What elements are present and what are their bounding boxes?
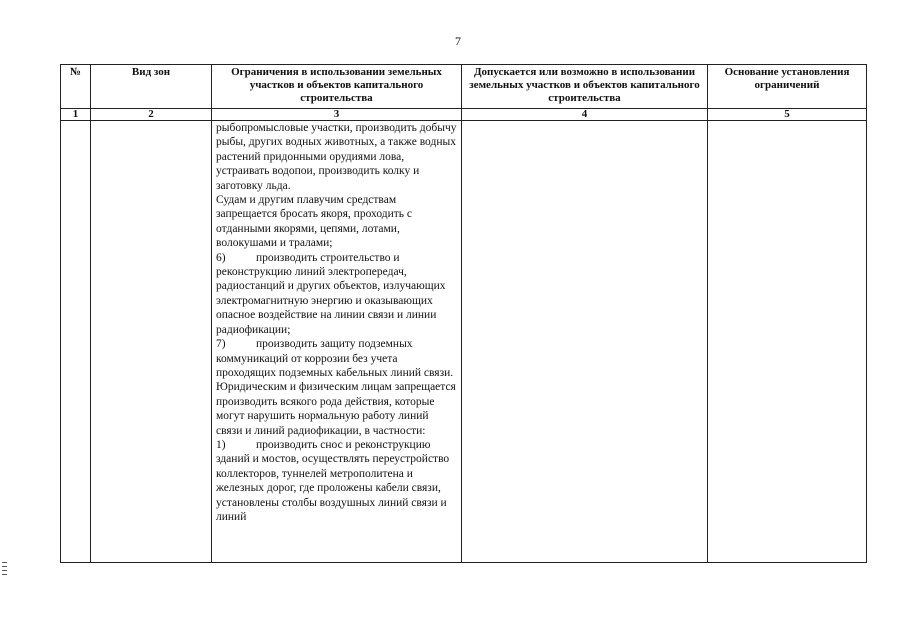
margin-mark bbox=[2, 562, 7, 563]
margin-mark bbox=[2, 570, 7, 571]
restrictions-table bbox=[60, 64, 867, 563]
header-restrictions: Ограничения в использовании земельных участков и объектов капитального строительства bbox=[212, 65, 462, 109]
cell-legal-basis bbox=[708, 121, 867, 563]
restriction-paragraph: Судам и другим плавучим средствам запрещается бросать якоря, проходить с отданными якорями, цепями, лотами, волокушами и тралами; bbox=[216, 194, 413, 250]
restriction-paragraph: Юридическим и физическим лицам запрещается производить всякого рода действия, которые могут нарушить нормальную работу линий связи и линий радиофикации, в частности: bbox=[216, 381, 456, 437]
item-text: производить защиту подземных коммуникаций от коррозии без учета проходящих подземных кабельных линий связи. bbox=[216, 338, 454, 379]
margin-marks bbox=[2, 562, 7, 578]
table-row bbox=[61, 121, 867, 563]
restriction-item-1 bbox=[216, 438, 457, 524]
header-legal-basis: Основание установления ограничений bbox=[708, 65, 867, 109]
cell-number bbox=[61, 121, 91, 563]
column-number: 5 bbox=[708, 109, 867, 121]
header-number: № bbox=[61, 65, 91, 109]
cell-zone-type bbox=[91, 121, 212, 563]
header-permitted-use: Допускается или возможно в использовании земельных участков и объектов капитального строительства bbox=[462, 65, 708, 109]
restriction-item-6 bbox=[216, 251, 457, 337]
column-number: 3 bbox=[212, 109, 462, 121]
column-number-row bbox=[61, 109, 867, 121]
item-text: производить снос и реконструкцию зданий и мостов, осуществлять переустройство коллекторов, туннелей метрополитена и железных дорог, где проложены кабели связи, установлены столбы воздушных линий связи и линий bbox=[216, 438, 450, 523]
column-number: 1 bbox=[61, 109, 91, 121]
column-number: 2 bbox=[91, 109, 212, 121]
margin-mark bbox=[2, 566, 7, 567]
page-number: 7 bbox=[455, 34, 461, 48]
cell-permitted-use bbox=[462, 121, 708, 563]
item-number: 6) bbox=[216, 251, 226, 264]
item-number: 1) bbox=[216, 438, 226, 451]
item-text: производить строительство и реконструкцию линий электропередач, радиостанций и других объектов, излучающих электромагнитную энергию и оказывающих опасное воздействие на линии связи и линии радиофикации; bbox=[216, 251, 446, 336]
table-header-row bbox=[61, 65, 867, 109]
cell-restrictions bbox=[212, 121, 462, 563]
restriction-item-7 bbox=[216, 337, 457, 380]
restriction-paragraph: рыбопромысловые участки, производить добычу рыбы, других водных животных, а также водных растений придонными орудиями лова, устраивать водопои, производить колку и заготовку льда. bbox=[216, 122, 457, 192]
column-number: 4 bbox=[462, 109, 708, 121]
margin-mark bbox=[2, 574, 7, 575]
header-zone-type: Вид зон bbox=[91, 65, 212, 109]
restrictions-text bbox=[216, 121, 457, 524]
item-number: 7) bbox=[216, 338, 226, 351]
